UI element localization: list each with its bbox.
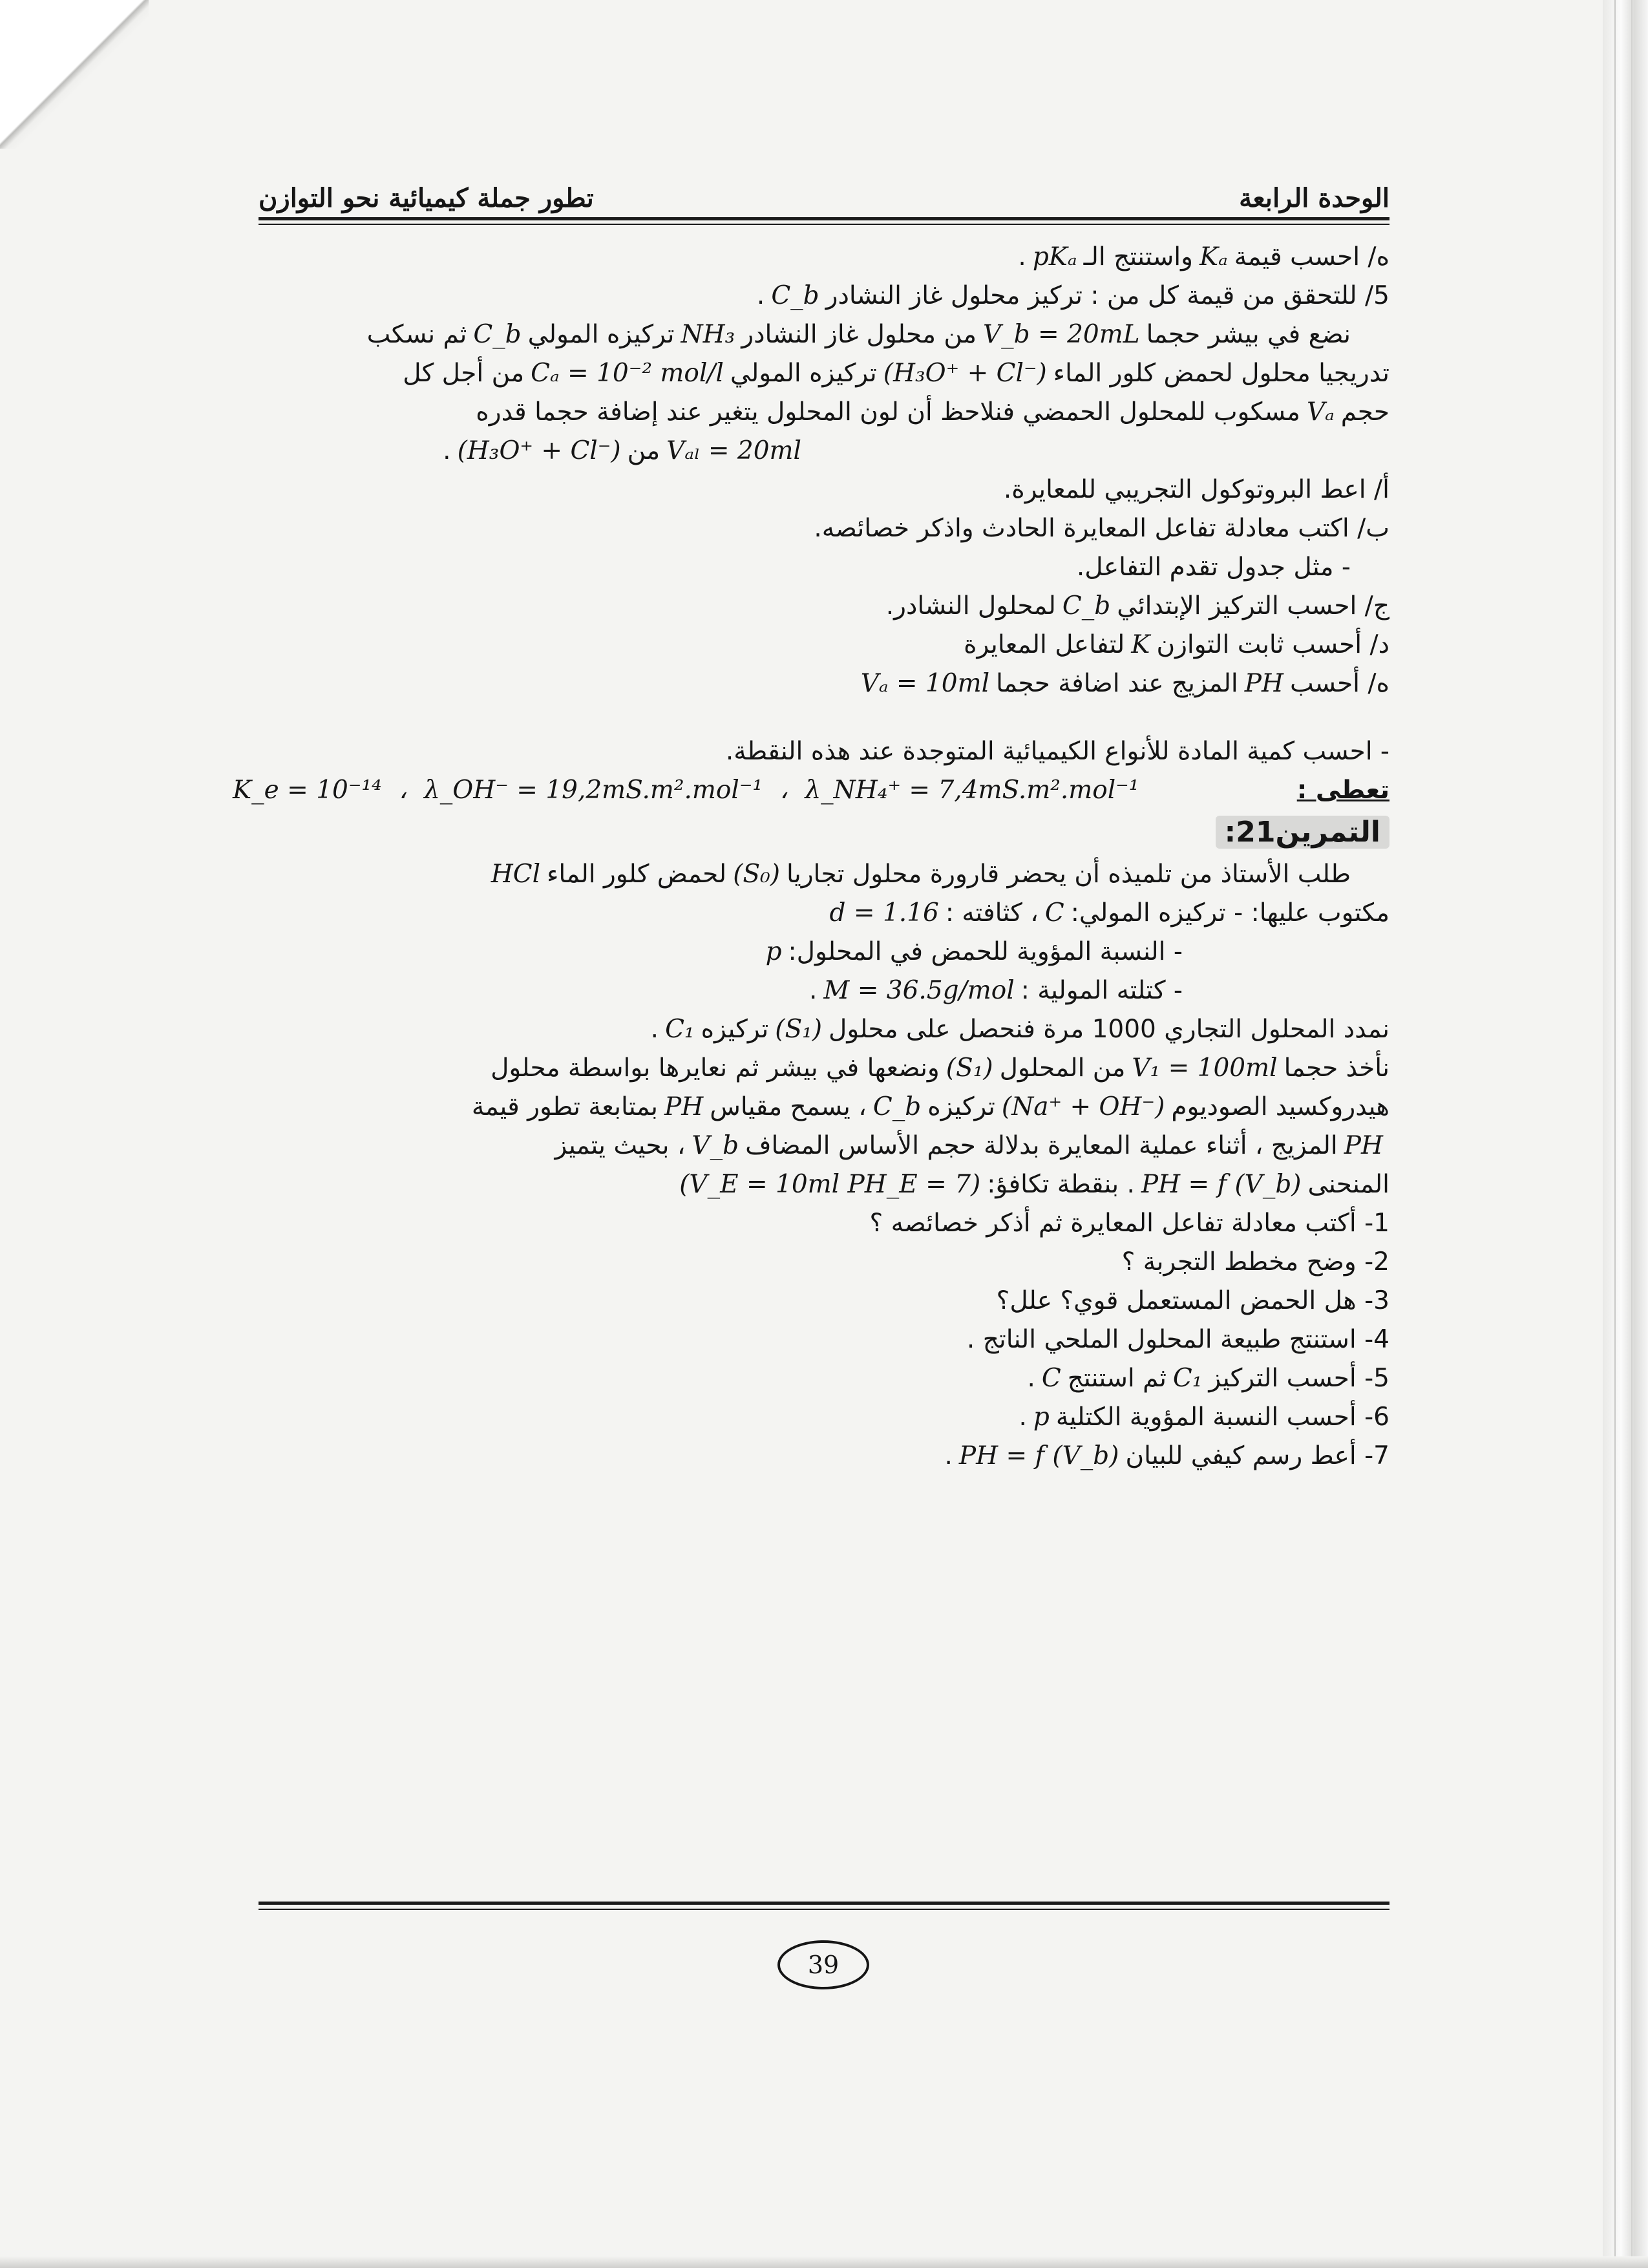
line-6: Vₐₗ = 20mlمن(H₃O⁺ + Cl⁻). (443, 436, 801, 465)
exercise-question-5: 5- أحسب التركيزC₁ثم استنتجC. (1027, 1364, 1389, 1393)
header-title: تطور جملة كيميائية نحو التوازن (259, 183, 594, 213)
given-values (233, 771, 1389, 810)
exercise-question-7: 7- أعط رسم كيفي للبيانPH = f (V_b). (944, 1441, 1389, 1470)
line-2: 5/ للتحقق من قيمة كل من : تركيز محلول غاز النشادرC_b. (756, 281, 1389, 310)
question-b-sub: - مثل جدول تقدم التفاعل. (1076, 553, 1351, 582)
question-a: أ/ اعط البروتوكول التجريبي للمعايرة. (1003, 475, 1389, 504)
exercise-line-4: - كتلته المولية :M = 36.5g/mol. (809, 976, 1183, 1005)
header-rule (259, 217, 1389, 220)
exercise-line-8: PHالمزيج ، أثناء عملية المعايرة بدلالة حجم الأساس المضافV_b، بحيث يتميز (555, 1131, 1383, 1160)
exercise-question-2: 2- وضح مخطط التجربة ؟ (1121, 1247, 1389, 1277)
exercise-line-2: مكتوب عليها: - تركيزه المولي:C، كثافته :d = 1.16 (829, 898, 1389, 927)
question-e: ه/ أحسبPHالمزيج عند اضافة حجماVₐ = 10ml (860, 669, 1389, 698)
header-rule-thin (259, 224, 1389, 225)
question-e-sub: - احسب كمية المادة للأنواع الكيميائية المتوجدة عند هذه النقطة. (725, 737, 1389, 766)
exercise-line-6: نأخذ حجماV₁ = 100mlمن المحلول(S₁)ونضعها في بيشر ثم نعايرها بواسطة محلول (491, 1054, 1389, 1083)
page-content (233, 238, 1389, 1476)
bottom-edge (0, 2256, 1648, 2268)
line-3: نضع في بيشر حجماV_b = 20mLمن محلول غاز النشادرNH₃تركيزه الموليC_bثم نسكب (366, 320, 1351, 349)
line-5: حجمVₐمسكوب للمحلول الحمضي فنلاحظ أن لون المحلول يتغير عند إضافة حجما قدره (476, 397, 1389, 427)
footer-rule (259, 1902, 1389, 1905)
exercise-question-4: 4- استنتج طبيعة المحلول الملحي الناتج . (966, 1325, 1389, 1354)
line-1: ه/ احسب قيمةKₐواستنتج الـpKₐ. (1018, 242, 1389, 271)
question-b: ب/ اكتب معادلة تفاعل المعايرة الحادث واذكر خصائصه. (814, 514, 1389, 543)
exercise-line-9: المنحنىPH = f (V_b). بنقطة تكافؤ:(V_E = 10ml PH_E = 7) (679, 1170, 1389, 1199)
spacer (233, 703, 1389, 732)
question-c: ج/ احسب التركيز الإبتدائيC_bلمحلول النشادر. (885, 591, 1389, 620)
exercise-line-7: هيدروكسيد الصوديوم(Na⁺ + OH⁻)تركيزهC_b، يسمح مقياسPHبمتابعة تطور قيمة (471, 1092, 1389, 1121)
exercise-line-3: - النسبة المؤوية للحمض في المحلول:p (765, 937, 1183, 966)
exercise-question-3: 3- هل الحمض المستعمل قوي؟ علل؟ (996, 1286, 1389, 1315)
page-number: 39 (777, 1940, 869, 1989)
footer-rule-thin (259, 1909, 1389, 1910)
given-label: تعطى : (1296, 776, 1389, 805)
question-d: د/ أحسب ثابت التوازنKلتفاعل المعايرة (964, 630, 1389, 659)
given-equations: K_e = 10⁻¹⁴ ، λ_OH⁻ = 19,2mS.m².mol⁻¹ ، λ_NH₄⁺ = 7,4mS.m².mol⁻¹ (233, 776, 1139, 805)
folded-corner (0, 0, 149, 149)
exercise-question-6: 6- أحسب النسبة المؤوية الكتليةp. (1019, 1403, 1389, 1432)
exercise-title: التمرين21: (233, 810, 1389, 855)
exercise-line-5: نمدد المحلول التجاري 1000 مرة فنحصل على محلول(S₁)تركيزهC₁. (650, 1015, 1389, 1044)
exercise-question-1: 1- أكتب معادلة تفاعل المعايرة ثم أذكر خصائصه ؟ (869, 1209, 1389, 1238)
line-4: تدريجيا محلول لحمض كلور الماء(H₃O⁺ + Cl⁻)تركيزه الموليCₐ = 10⁻² mol/lمن أجل كل (403, 359, 1389, 388)
header-unit: الوحدة الرابعة (1239, 183, 1389, 213)
page-header (259, 175, 1389, 213)
page-edge-shadow (1603, 0, 1648, 2268)
exercise-line-1: طلب الأستاذ من تلميذه أن يحضر قارورة محلول تجاريا(S₀)لحمض كلور الماءHCl (491, 860, 1351, 889)
